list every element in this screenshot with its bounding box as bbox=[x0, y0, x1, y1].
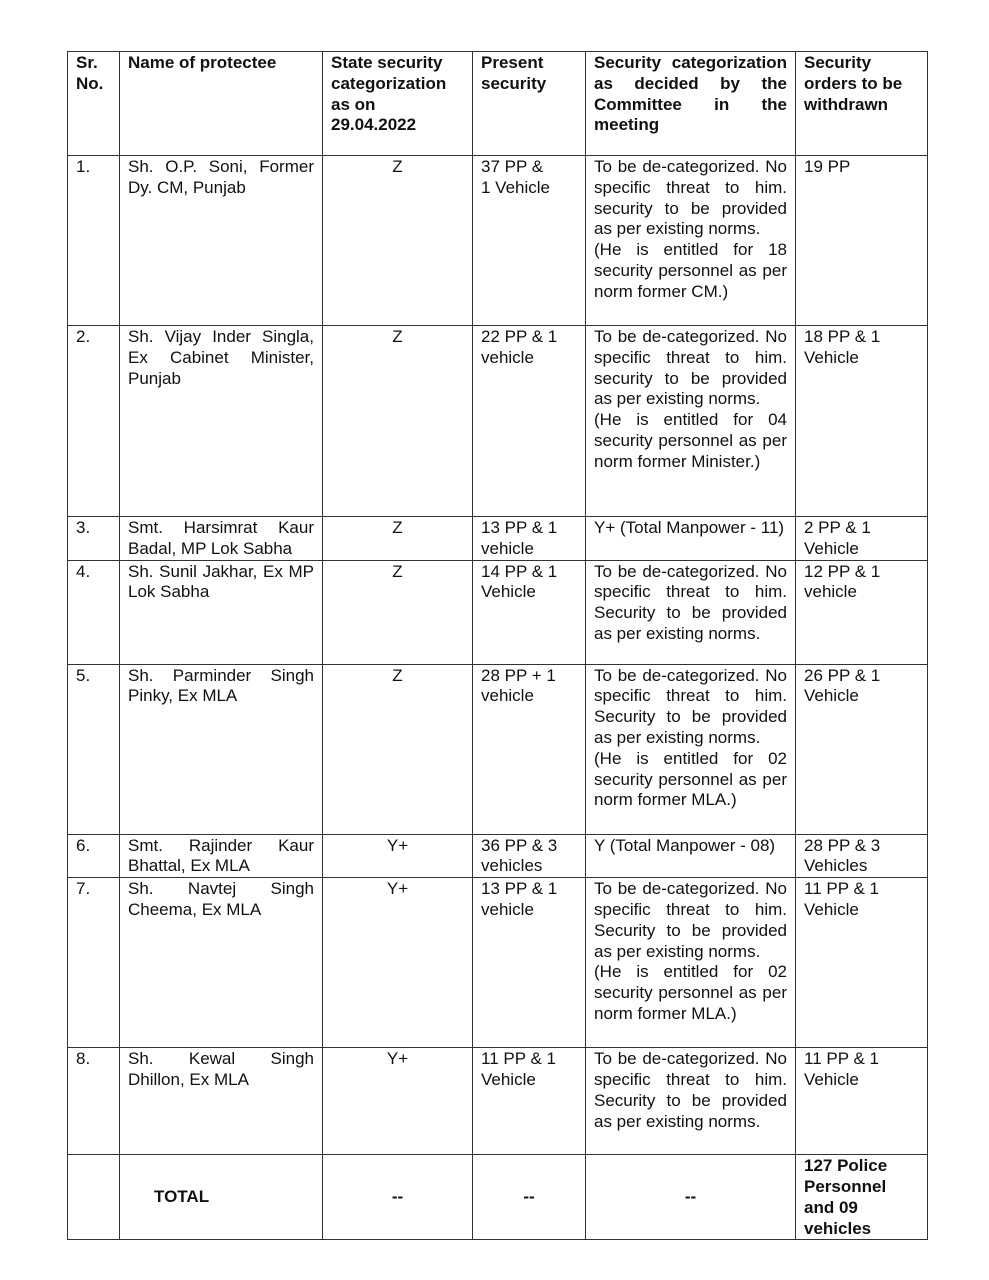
header-present-security: Present security bbox=[473, 52, 586, 156]
total-label: TOTAL bbox=[120, 1155, 323, 1240]
cell-protectee-name: Smt. Harsimrat Kaur Badal, MP Lok Sabha bbox=[120, 517, 323, 561]
header-orders-withdrawn: Security orders to be withdrawn bbox=[796, 52, 928, 156]
cell-state-categorization: Z bbox=[323, 156, 473, 326]
cell-committee-decision: Y (Total Manpower - 08) bbox=[586, 834, 796, 878]
cell-present-security: 14 PP & 1 Vehicle bbox=[473, 560, 586, 664]
table-row bbox=[68, 517, 928, 561]
cell-committee-decision: To be de-categorized. No specific threat to him. Security to be provided as per existing norms. (He is entitled for 02 security personnel as per norm former MLA.) bbox=[586, 878, 796, 1048]
header-name: Name of protectee bbox=[120, 52, 323, 156]
cell-sr-no: 5. bbox=[68, 664, 120, 834]
cell-state-categorization: Y+ bbox=[323, 834, 473, 878]
table-row bbox=[68, 1048, 928, 1155]
cell-protectee-name: Sh. Kewal Singh Dhillon, Ex MLA bbox=[120, 1048, 323, 1155]
cell-protectee-name: Smt. Rajinder Kaur Bhattal, Ex MLA bbox=[120, 834, 323, 878]
cell-state-categorization: Y+ bbox=[323, 1048, 473, 1155]
cell-protectee-name: Sh. Vijay Inder Singla, Ex Cabinet Minister, Punjab bbox=[120, 326, 323, 517]
cell-present-security: 28 PP + 1 vehicle bbox=[473, 664, 586, 834]
total-sr bbox=[68, 1155, 120, 1240]
cell-state-categorization: Z bbox=[323, 560, 473, 664]
cell-orders-withdrawn: 2 PP & 1 Vehicle bbox=[796, 517, 928, 561]
cell-protectee-name: Sh. Navtej Singh Cheema, Ex MLA bbox=[120, 878, 323, 1048]
cell-committee-decision: To be de-categorized. No specific threat to him. Security to be provided as per existing norms. bbox=[586, 560, 796, 664]
table-row bbox=[68, 664, 928, 834]
cell-orders-withdrawn: 11 PP & 1 Vehicle bbox=[796, 1048, 928, 1155]
cell-protectee-name: Sh. O.P. Soni, Former Dy. CM, Punjab bbox=[120, 156, 323, 326]
cell-committee-decision: To be de-categorized. No specific threat to him. Security to be provided as per existing norms. (He is entitled for 02 security personnel as per norm former MLA.) bbox=[586, 664, 796, 834]
cell-state-categorization: Z bbox=[323, 664, 473, 834]
cell-present-security: 37 PP & 1 Vehicle bbox=[473, 156, 586, 326]
table-row bbox=[68, 326, 928, 517]
cell-committee-decision: To be de-categorized. No specific threat to him. Security to be provided as per existing norms. bbox=[586, 1048, 796, 1155]
cell-protectee-name: Sh. Parminder Singh Pinky, Ex MLA bbox=[120, 664, 323, 834]
cell-state-categorization: Y+ bbox=[323, 878, 473, 1048]
header-state-categorization: State security categorization as on 29.04.2022 bbox=[323, 52, 473, 156]
cell-present-security: 13 PP & 1 vehicle bbox=[473, 517, 586, 561]
total-withdrawn: 127 Police Personnel and 09 vehicles bbox=[796, 1155, 928, 1240]
cell-committee-decision: Y+ (Total Manpower - 11) bbox=[586, 517, 796, 561]
cell-state-categorization: Z bbox=[323, 326, 473, 517]
cell-sr-no: 1. bbox=[68, 156, 120, 326]
table-row bbox=[68, 834, 928, 878]
cell-orders-withdrawn: 18 PP & 1 Vehicle bbox=[796, 326, 928, 517]
cell-sr-no: 3. bbox=[68, 517, 120, 561]
cell-orders-withdrawn: 28 PP & 3 Vehicles bbox=[796, 834, 928, 878]
total-decision: -- bbox=[586, 1155, 796, 1240]
total-present: -- bbox=[473, 1155, 586, 1240]
cell-state-categorization: Z bbox=[323, 517, 473, 561]
table-row bbox=[68, 156, 928, 326]
cell-orders-withdrawn: 19 PP bbox=[796, 156, 928, 326]
cell-orders-withdrawn: 26 PP & 1 Vehicle bbox=[796, 664, 928, 834]
cell-present-security: 36 PP & 3 vehicles bbox=[473, 834, 586, 878]
total-row bbox=[68, 1155, 928, 1240]
cell-committee-decision: To be de-categorized. No specific threat to him. security to be provided as per existing norms. (He is entitled for 04 security personnel as per norm former Minister.) bbox=[586, 326, 796, 517]
cell-present-security: 13 PP & 1 vehicle bbox=[473, 878, 586, 1048]
cell-orders-withdrawn: 12 PP & 1 vehicle bbox=[796, 560, 928, 664]
cell-sr-no: 4. bbox=[68, 560, 120, 664]
cell-sr-no: 8. bbox=[68, 1048, 120, 1155]
security-withdrawal-table bbox=[67, 51, 928, 1240]
total-state: -- bbox=[323, 1155, 473, 1240]
cell-sr-no: 2. bbox=[68, 326, 120, 517]
cell-committee-decision: To be de-categorized. No specific threat to him. security to be provided as per existing norms. (He is entitled for 18 security personnel as per norm former CM.) bbox=[586, 156, 796, 326]
table-row bbox=[68, 560, 928, 664]
cell-orders-withdrawn: 11 PP & 1 Vehicle bbox=[796, 878, 928, 1048]
header-row bbox=[68, 52, 928, 156]
header-sr-no: Sr. No. bbox=[68, 52, 120, 156]
cell-sr-no: 7. bbox=[68, 878, 120, 1048]
cell-present-security: 22 PP & 1 vehicle bbox=[473, 326, 586, 517]
cell-sr-no: 6. bbox=[68, 834, 120, 878]
cell-protectee-name: Sh. Sunil Jakhar, Ex MP Lok Sabha bbox=[120, 560, 323, 664]
cell-present-security: 11 PP & 1 Vehicle bbox=[473, 1048, 586, 1155]
header-committee-decision: Security categorization as decided by the Committee in the meeting bbox=[586, 52, 796, 156]
table-row bbox=[68, 878, 928, 1048]
